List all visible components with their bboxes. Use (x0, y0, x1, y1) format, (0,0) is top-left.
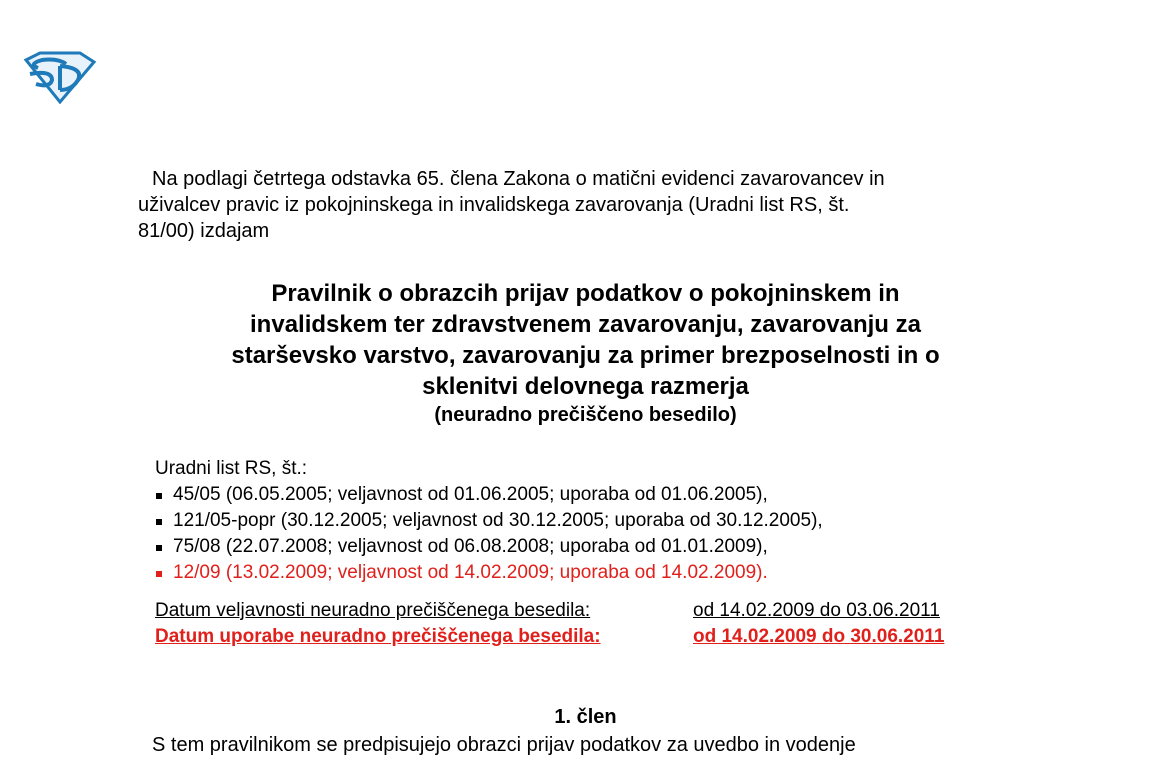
intro-line: uživalcev pravic iz pokojninskega in invalidskega zavarovanja (Uradni list RS, št. (138, 194, 850, 216)
title-line: Pravilnik o obrazcih prijav podatkov o pokojninskem in (271, 280, 900, 307)
gazette-item-current: 12/09 (13.02.2009; veljavnost od 14.02.2009; uporaba od 14.02.2009). (155, 560, 1055, 586)
usage-label: Datum uporabe neuradno prečiščenega besedila: (155, 626, 601, 647)
intro-line: Na podlagi četrtega odstavka 65. člena Zakona o matični evidenci zavarovancev in (152, 168, 885, 190)
gazette-item: 75/08 (22.07.2008; veljavnost od 06.08.2008; uporaba od 01.01.2009), (155, 534, 1055, 560)
sd-logo (22, 50, 96, 104)
usage-value: od 14.02.2009 do 30.06.2011 (693, 626, 945, 647)
intro-line: 81/00) izdajam (138, 220, 270, 242)
usage-row (155, 624, 944, 650)
gazette-references (155, 456, 1055, 586)
intro-paragraph (138, 166, 1020, 244)
title-line: invalidskem ter zdravstvenem zavarovanju, zavarovanju za (250, 311, 921, 338)
title-line: starševsko varstvo, zavarovanju za primer brezposelnosti in o (231, 342, 940, 369)
gazette-item: 121/05-popr (30.12.2005; veljavnost od 30.12.2005; uporaba od 30.12.2005), (155, 508, 1055, 534)
validity-dates (155, 598, 944, 650)
validity-value: od 14.02.2009 do 03.06.2011 (693, 600, 940, 621)
article-heading: 1. člen (554, 706, 617, 728)
validity-label: Datum veljavnosti neuradno prečiščenega besedila: (155, 600, 591, 621)
gazette-item: 45/05 (06.05.2005; veljavnost od 01.06.2005; uporaba od 01.06.2005), (155, 482, 1055, 508)
shield-logo-icon (22, 50, 96, 104)
article-text: S tem pravilnikom se predpisujejo obrazci prijav podatkov za uvedbo in vodenje (152, 734, 856, 756)
gazette-list (155, 482, 1055, 586)
document-title (138, 278, 1033, 428)
document-subtitle: (neuradno prečiščeno besedilo) (434, 404, 737, 426)
gazette-heading: Uradni list RS, št.: (155, 458, 308, 479)
title-line: sklenitvi delovnega razmerja (422, 373, 749, 400)
validity-row (155, 598, 944, 624)
